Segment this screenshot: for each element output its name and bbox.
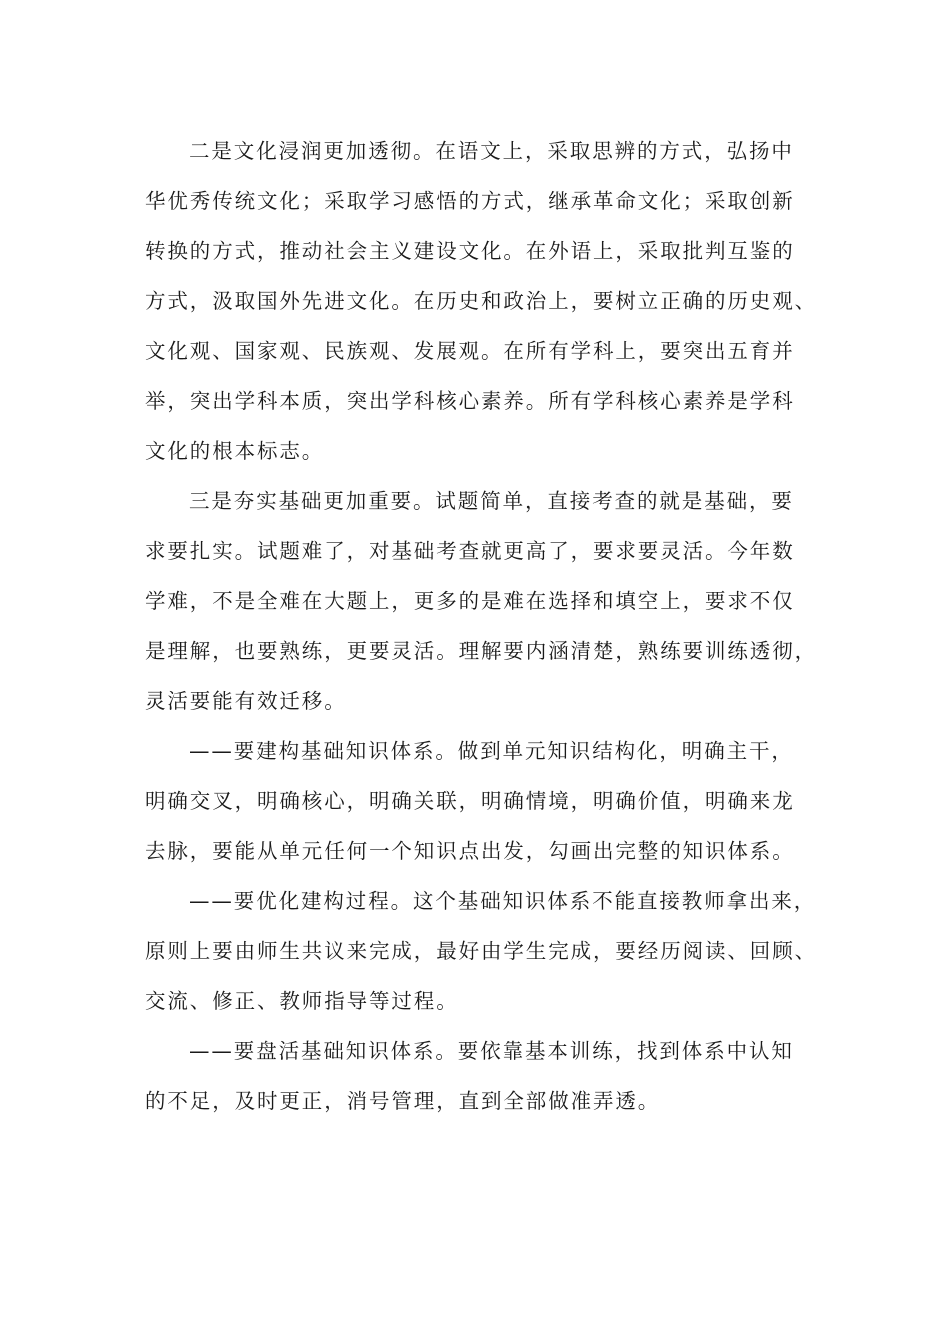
text-line: ——要优化建构过程。这个基础知识体系不能直接教师拿出来， xyxy=(189,889,817,913)
text-line: 去脉，要能从单元任何一个知识点出发，勾画出完整的知识体系。 xyxy=(145,839,795,863)
text-line: ——要盘活基础知识体系。要依靠基本训练，找到体系中认知 xyxy=(189,1039,794,1063)
text-line: 转换的方式，推动社会主义建设文化。在外语上，采取批判互鉴的 xyxy=(145,239,795,263)
text-line: 三是夯实基础更加重要。试题简单，直接考查的就是基础，要 xyxy=(189,489,794,513)
text-line: 方式，汲取国外先进文化。在历史和政治上，要树立正确的历史观、 xyxy=(145,289,817,313)
text-line: 文化的根本标志。 xyxy=(145,439,325,463)
text-line: 求要扎实。试题难了，对基础考查就更高了，要求要灵活。今年数 xyxy=(145,539,795,563)
text-line: 明确交叉，明确核心，明确关联，明确情境，明确价值，明确来龙 xyxy=(145,789,795,813)
text-line: 交流、修正、教师指导等过程。 xyxy=(145,989,459,1013)
text-line: 学难，不是全难在大题上，更多的是难在选择和填空上，要求不仅 xyxy=(145,589,795,613)
text-line: 二是文化浸润更加透彻。在语文上，采取思辨的方式，弘扬中 xyxy=(189,139,794,163)
text-line: 华优秀传统文化；采取学习感悟的方式，继承革命文化；采取创新 xyxy=(145,189,795,213)
text-line: 灵活要能有效迁移。 xyxy=(145,689,347,713)
text-line: 举，突出学科本质，突出学科核心素养。所有学科核心素养是学科 xyxy=(145,389,795,413)
text-line: 原则上要由师生共议来完成，最好由学生完成，要经历阅读、回顾、 xyxy=(145,939,817,963)
text-line: 的不足，及时更正，消号管理，直到全部做准弄透。 xyxy=(145,1089,661,1113)
text-line: 是理解，也要熟练，更要灵活。理解要内涵清楚，熟练要训练透彻， xyxy=(145,639,817,663)
text-line: ——要建构基础知识体系。做到单元知识结构化，明确主干， xyxy=(189,739,794,763)
document-body xyxy=(145,126,829,1126)
text-line: 文化观、国家观、民族观、发展观。在所有学科上，要突出五育并 xyxy=(145,339,795,363)
